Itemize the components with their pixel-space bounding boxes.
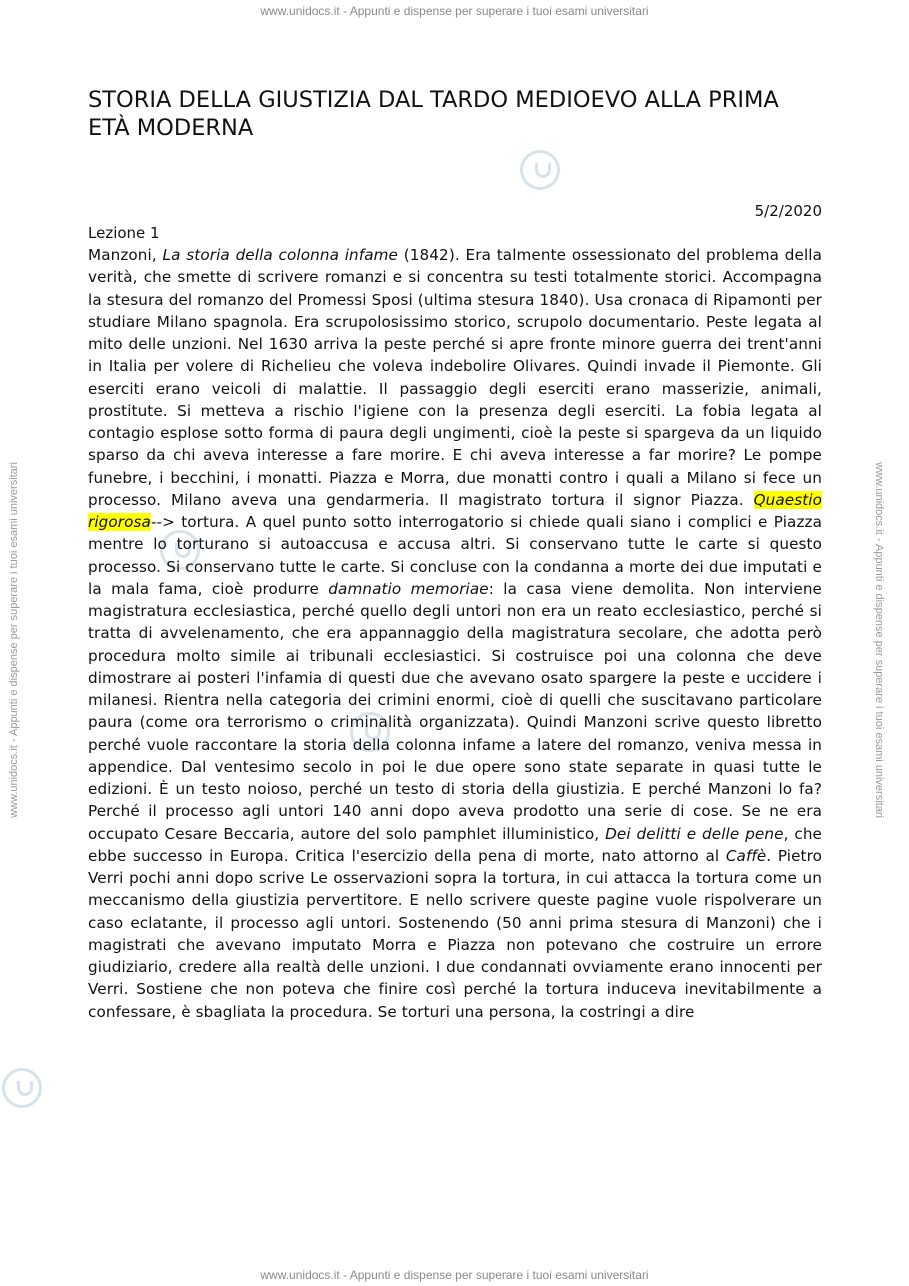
book-title-italic: Dei delitti e delle pene [605, 824, 784, 843]
lesson-heading: Lezione 1 [88, 224, 160, 242]
document-date: 5/2/2020 [754, 202, 822, 220]
watermark-banner-top: www.unidocs.it - Appunti e dispense per superare i tuoi esami universitari [260, 4, 649, 18]
watermark-side-right: www.unidocs.it - Appunti e dispense per superare i tuoi esami universitari [873, 462, 885, 818]
text-segment: , che ebbe successo in Europa. Critica l'esercizio della pena di morte, nato attorno al [88, 824, 823, 865]
text-segment: Manzoni, [88, 246, 163, 264]
text-segment: . Pietro Verri pochi anni dopo scrive Le osservazioni sopra la tortura, in cui attacca la tortura come un meccanismo della giustizia pervertitore. E nello scrivere queste pagine vuole rispolverare un caso eclatante, il processo agli untori. Sostenendo (50 anni prima stesura di Manzoni) che i magistrati che avevano imputato Morra e Piazza non potevano che costruire un errore giudiziario, credere alla realtà delle unzioni. I due condannati ovviamente erano innocenti per Verri. Sostiene che non poteva che finire così perché la tortura induceva inevitabilmente a confessare, è sbagliata la procedura. Se torturi una persona, la costringi a dire [88, 846, 822, 1021]
highlighted-term: Quaestio rigorosa [88, 490, 822, 531]
watermark-logo-icon [2, 1068, 42, 1108]
book-title-italic: La storia della colonna infame [162, 246, 398, 264]
document-page [88, 86, 822, 1023]
lesson-body [88, 244, 822, 1023]
latin-term-italic: damnatio memoriae [328, 579, 489, 598]
text-segment: --> tortura. A quel punto sotto interrogatorio si chiede quali siano i complici e Piazza mentre lo torturano si autoaccusa e accusa altri. Si conservano tutte le carte si questo processo. Si conservano tutte le carte. Si concluse con la condanna a morte dei due imputati e la mala fama, cioè produrre [88, 513, 822, 598]
document-title: STORIA DELLA GIUSTIZIA DAL TARDO MEDIOEVO ALLA PRIMA ETÀ MODERNA [88, 87, 779, 141]
text-segment: : la casa viene demolita. Non interviene magistratura ecclesiastica, perché quello degli untori non era un reato ecclesiastico, perché si tratta di avvelenamento, che era appannaggio della magistratura secolare, che adotta però procedura molto simile ai tribunali ecclesiastici. Si costruisce poi una colonna che deve dimostrare ai posteri l'infamia di questi due che avevano osato spargere la peste e uccidere i milanesi. Rientra nella categoria dei crimini enormi, cioè di quelli che suscitavano particolare paura (come ora terrorismo o criminalità organizzata). Quindi Manzoni scrive questo libretto perché vuole raccontare la storia della colonna infame a latere del romanzo, veniva messa in appendice. Dal ventesimo secolo in poi le due opere sono state separate in quasi tutte le edizioni. È un testo noioso, perché un testo di storia della giustizia. E perché Manzoni lo fa? Perché il processo agli untori 140 anni dopo aveva prodotto una serie di cose. Se ne era occupato Cesare Beccaria, autore del solo pamphlet illuministico, [88, 579, 822, 843]
watermark-side-left: www.unidocs.it - Appunti e dispense per superare i tuoi esami universitari [8, 462, 20, 818]
text-segment: (1842). Era talmente ossessionato del problema della verità, che smette di scrivere romanzi e si concentra su testi totalmente storici. Accompagna la stesura del romanzo del Promessi Sposi (ultima stesura 1840). Usa cronaca di Ripamonti per studiare Milano spagnola. Era scrupolosissimo storico, scrupolo documentario. Peste legata al mito delle unzioni. Nel 1630 arriva la peste perché si apre fronte minore guerra dei trent'anni in Italia per volere di Richelieu che voleva indebolire Olivares. Quindi invade il Piemonte. Gli eserciti erano veicoli di malattie. Il passaggio degli eserciti erano masserizie, animali, prostitute. Si metteva a rischio l'igiene con la presenza degli eserciti. La fobia legata al contagio esplose sotto forma di paura degli ungimenti, cioè la peste si spargeva da un liquido sparso da chi aveva interesse a fare morire. E chi aveva interesse a far morire? Le pompe funebre, i becchini, i monatti. Piazza e Morra, due monatti contro i quali a Milano si fece un processo. Milano aveva una gendarmeria. Il magistrato tortura il signor Piazza. [88, 246, 822, 509]
journal-title-italic: Caffè [725, 846, 767, 865]
watermark-banner-bottom: www.unidocs.it - Appunti e dispense per superare i tuoi esami universitari [260, 1268, 649, 1282]
